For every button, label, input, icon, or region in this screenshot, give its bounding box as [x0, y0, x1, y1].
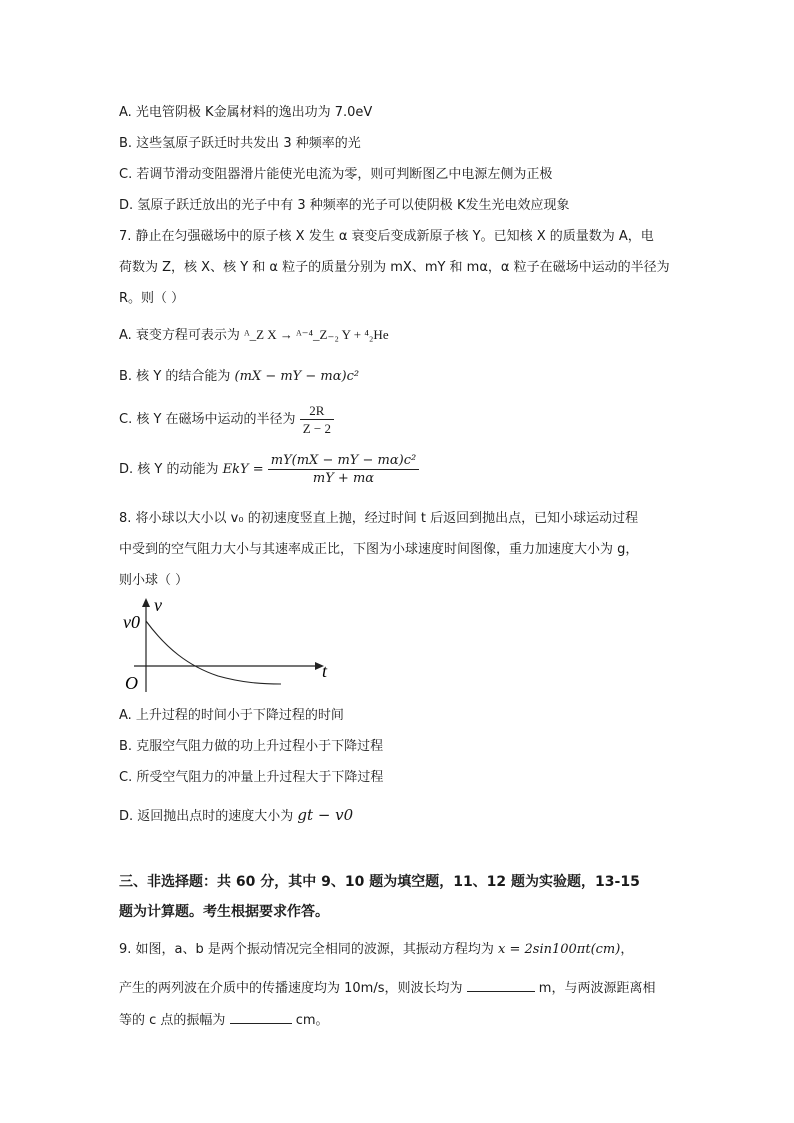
q7-option-c-denominator: Z − 2 [302, 421, 331, 436]
q7-stem-line1: 7. 静止在匀强磁场中的原子核 X 发生 α 衰变后变成新原子核 Y。已知核 X 的质量数为 A，电 [119, 229, 654, 244]
q8-option-b: B. 克服空气阻力做的功上升过程小于下降过程 [119, 739, 384, 754]
v-axis-label: v [154, 596, 162, 615]
q7-stem-line2: 荷数为 Z，核 X、核 Y 和 α 粒子的质量分别为 mX、mY 和 mα，α 粒子在磁场中运动的半径为 [119, 260, 670, 275]
q8-option-c: C. 所受空气阻力的冲量上升过程大于下降过程 [119, 770, 384, 785]
q7-option-b-formula: (mX − mY − mα)c² [234, 369, 360, 384]
q8-stem-line2: 中受到的空气阻力大小与其速率成正比，下图为小球速度时间图像，重力加速度大小为 g， [119, 542, 639, 557]
velocity-curve [146, 621, 281, 684]
q9-line1-comma: ， [620, 942, 634, 957]
q7-option-d-lhs: EkY = [222, 462, 264, 477]
q7-option-c-label: C. 核 Y 在磁场中运动的半径为 [119, 412, 296, 427]
q6-option-a: A. 光电管阴极 K金属材料的逸出功为 7.0eV [119, 105, 373, 120]
q8-stem-line1: 8. 将小球以大小以 v₀ 的初速度竖直上抛，经过时间 t 后返回到抛出点，已知小球运动过程 [119, 511, 639, 526]
q6-option-c: C. 若调节滑动变阻器滑片能使光电流为零，则可判断图乙中电源左侧为正极 [119, 167, 553, 182]
q6-option-d: D. 氢原子跃迁放出的光子中有 3 种频率的光子可以使阴极 K发生光电效应现象 [119, 198, 570, 213]
q8-velocity-time-graph [118, 596, 338, 696]
q7-option-d-fraction [268, 452, 419, 487]
q7-option-b-label: B. 核 Y 的结合能为 [119, 369, 231, 384]
q7-option-d-denominator: mY + mα [312, 471, 375, 486]
q9-vibration-equation: x = 2sin100πt(cm) [498, 942, 621, 957]
q7-option-c-fraction [300, 402, 334, 437]
q7-option-d-label: D. 核 Y 的动能为 [119, 462, 219, 477]
section3-heading-line2: 题为计算题。考生根据要求作答。 [119, 904, 329, 920]
q6-option-b: B. 这些氢原子跃迁时共发出 3 种频率的光 [119, 136, 361, 151]
q7-option-c-numerator: 2R [300, 402, 334, 420]
q9-line2-text-a: 产生的两列波在介质中的传播速度均为 10m/s，则波长均为 [119, 981, 463, 996]
q9-line3-text-b: cm。 [295, 1013, 329, 1028]
q7-stem-line3: R。则（ ） [119, 291, 185, 306]
q9-stem-line3 [119, 1009, 329, 1030]
q8-stem-line3: 则小球（ ） [119, 573, 189, 588]
q9-stem-line1 [119, 941, 633, 959]
q7-option-c [119, 402, 334, 437]
t-axis-label: t [322, 661, 328, 681]
q7-option-a-label: A. 衰变方程可表示为 [119, 328, 240, 343]
q7-option-d-numerator: mY(mX − mY − mα)c² [268, 452, 419, 470]
q7-option-a [119, 326, 389, 345]
v-axis-arrow [142, 598, 150, 607]
q9-line2-text-b: m，与两波源距离相 [538, 981, 656, 996]
q7-option-b [119, 368, 359, 386]
q9-line1-text: 9. 如图，a、b 是两个振动情况完全相同的波源，其振动方程均为 [119, 942, 494, 957]
q9-stem-line2 [119, 977, 655, 998]
origin-label: O [125, 673, 138, 693]
amplitude-answer-blank[interactable] [230, 1009, 292, 1024]
q8-option-d [119, 806, 353, 826]
q8-option-d-formula: gt − v0 [297, 806, 354, 824]
q9-line3-text-a: 等的 c 点的振幅为 [119, 1013, 226, 1028]
q7-option-a-formula: ᴬ_Z X → ᴬ⁻⁴_Z₋₂ Y + ⁴₂He [244, 327, 389, 342]
section3-heading-line1: 三、非选择题：共 60 分，其中 9、10 题为填空题，11、12 题为实验题，13-15 [119, 874, 640, 890]
q7-option-d [119, 452, 419, 487]
q8-option-a: A. 上升过程的时间小于下降过程的时间 [119, 708, 344, 723]
v0-label: v0 [123, 612, 140, 632]
wavelength-answer-blank[interactable] [467, 977, 535, 992]
q8-option-d-label: D. 返回抛出点时的速度大小为 [119, 809, 294, 824]
